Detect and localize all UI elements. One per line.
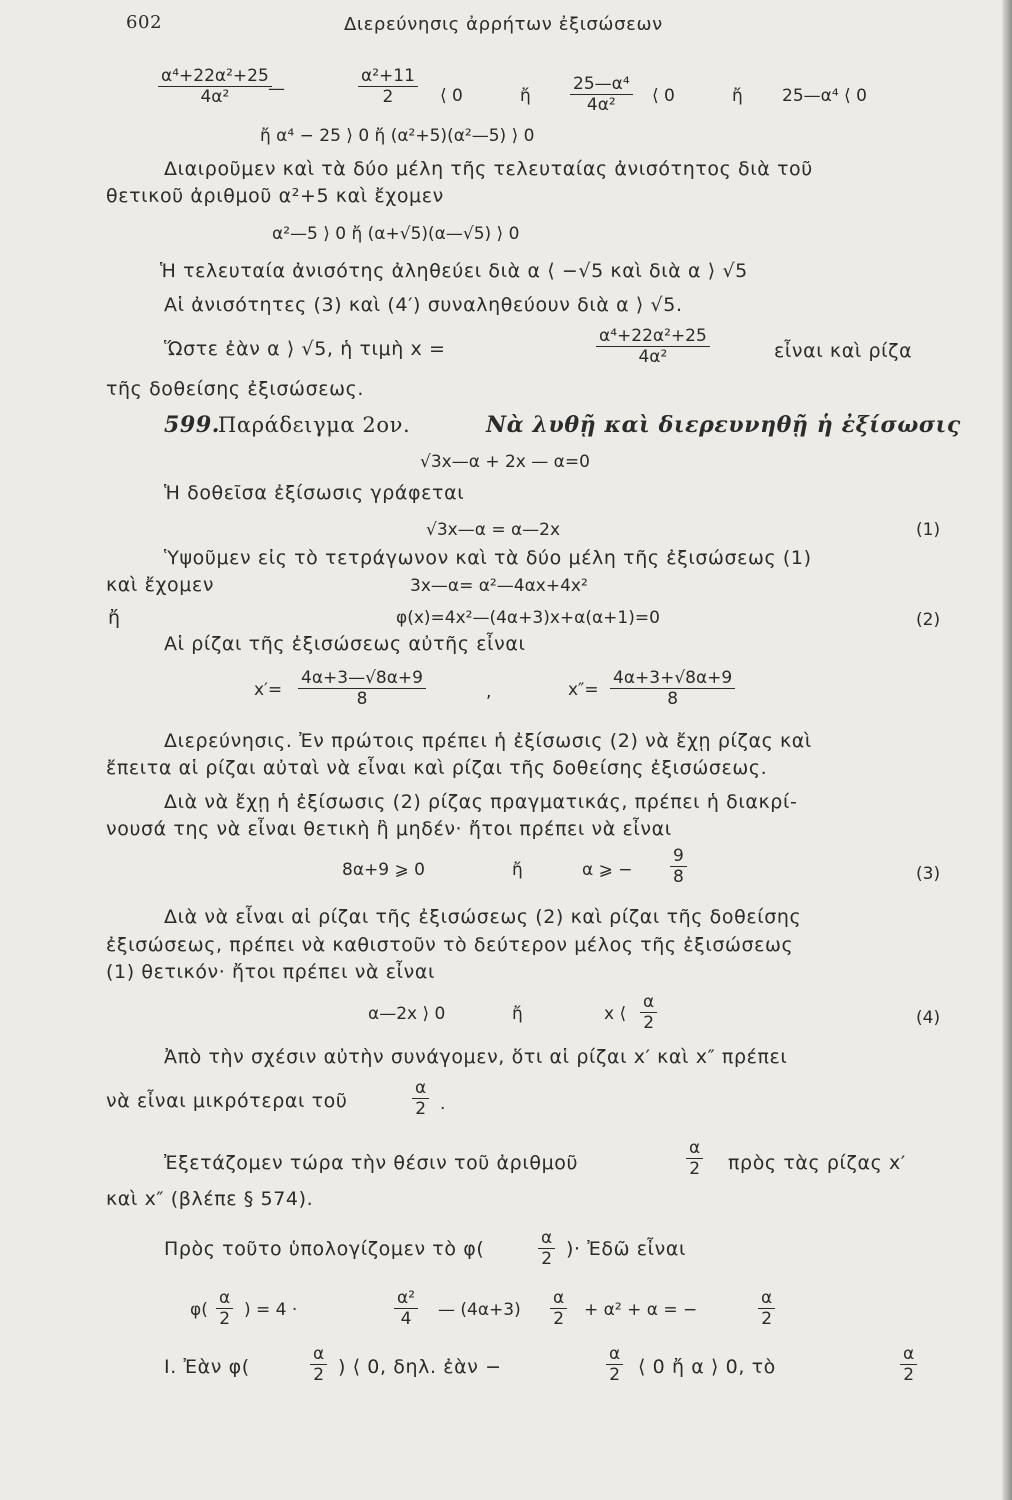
fraction: $\frac{4\alpha+3—√8\alpha+9}{8}$ [298,668,426,709]
fraction: $\frac{\text{25—α⁴}}{\text{4α²}}$ [570,74,633,115]
equation-line: α—2x ⟩ 0 [368,1004,446,1024]
fraction: $\frac{\alpha}{2}$ [310,1344,327,1385]
fraction: $\frac{\alpha}{2}$ [216,1288,233,1329]
conjunction: ἤ [512,1004,523,1024]
fraction: $\frac{4\alpha+3+√8\alpha+9}{8}$ [610,668,735,709]
text-line: ) ⟨ 0, δηλ. ἐὰν − [338,1356,502,1378]
text-line: καὶ x″ (βλέπε § 574). [106,1188,314,1210]
fraction: $\frac{\text{α²+11}}{2}$ [358,66,418,107]
equation-line: + α² + α = − [584,1300,698,1320]
fraction: $\frac{\alpha}{2}$ [900,1344,917,1385]
inequality: 25—α⁴ ⟨ 0 [782,86,867,106]
conjunction: ἤ [732,86,743,106]
fraction: $\frac{\text{α⁴+22α²+25}}{\text{4α²}}$ [158,66,272,107]
text-line: )· Ἐδῶ εἶναι [566,1238,687,1260]
section-title: Παράδειγμα 2ον. [218,413,411,437]
root-label: x″= [568,680,599,700]
text-line: Αἱ ρίζαι τῆς ἐξισώσεως αὐτῆς εἶναι [164,633,526,655]
text-line: Ἐξετάζομεν τώρα τὴν θέσιν τοῦ ἀριθμοῦ [164,1152,579,1174]
text-line: τῆς δοθείσης ἐξισώσεως. [106,378,364,400]
fraction: $\frac{9}{8}$ [670,846,687,887]
running-title: Διερεύνησις ἀρρήτων ἐξισώσεων [344,14,663,35]
equation-tag: (1) [916,520,941,540]
text-line: νὰ εἶναι μικρότεραι τοῦ [106,1090,348,1112]
fraction: $\frac{\alpha}{2}$ [640,992,657,1033]
fraction: $\frac{\alpha}{2}$ [538,1228,555,1269]
equation-line: — (4α+3) [438,1300,521,1320]
equation-line: φ(x)=4x²—(4α+3)x+α(α+1)=0 [396,608,660,628]
fraction: $\frac{\text{α²}}{4}$ [394,1288,418,1329]
equation-line: 3x—α= α²—4αx+4x² [410,576,588,596]
section-number: 599. [164,412,220,438]
equation-line: √3x—α = α—2x [426,520,561,540]
text-line: ἐξισώσεως, πρέπει νὰ καθιστοῦν τὸ δεύτερον μέλος τῆς ἐξισώσεως [106,934,794,956]
equation-tag: (3) [916,864,941,884]
fraction: $\frac{\text{α⁴+22α²+25}}{\text{4α²}}$ [596,326,710,367]
page-edge-shadow [1002,0,1012,1500]
text-line: Ὑψοῦμεν εἰς τὸ τετράγωνον καὶ τὰ δύο μέλη τῆς ἐξισώσεως (1) [164,547,812,569]
equation-line: α²—5 ⟩ 0 ἤ (α+√5)(α—√5) ⟩ 0 [272,224,520,244]
text-line: καὶ ἔχομεν [106,574,215,596]
equation-line: 8α+9 ⩾ 0 [342,860,425,880]
inequality: ⟨ 0 [440,86,463,106]
text-line: I. Ἐὰν φ( [164,1356,250,1378]
conjunction: ἤ [520,86,531,106]
text-line: Ὥστε ἐὰν α ⟩ √5, ἡ τιμὴ x = [164,338,446,360]
text-line: νουσά της νὰ εἶναι θετικὴ ἢ μηδέν· ἤτοι πρέπει νὰ εἶναι [106,818,672,840]
text-line: Διαιροῦμεν καὶ τὰ δύο μέλη τῆς τελευταίας ἀνισότητος διὰ τοῦ [164,158,813,180]
section-task: Νὰ λυθῇ καὶ διερευνηθῇ ἡ ἐξίσωσις [486,412,961,438]
text-line: Ἡ τελευταία ἀνισότης ἀληθεύει διὰ α ⟨ −√5 καὶ διὰ α ⟩ √5 [160,260,748,282]
equation-line: φ( [190,1300,208,1320]
text-line: Διερεύνησις. Ἐν πρώτοις πρέπει ἡ ἐξίσωσις (2) νὰ ἔχῃ ρίζας καὶ [164,730,812,752]
text-line: Διὰ νὰ ἔχῃ ἡ ἐξίσωσις (2) ρίζας πραγματικάς, πρέπει ἡ διακρί- [164,791,798,813]
text-line: ⟨ 0 ἤ α ⟩ 0, τὸ [638,1356,776,1378]
text-line: Αἱ ἀνισότητες (3) καὶ (4′) συναληθεύουν διὰ α ⟩ √5. [164,294,683,316]
text-line: εἶναι καὶ ρίζα [774,340,913,362]
fraction: $\frac{\alpha}{2}$ [758,1288,775,1329]
conjunction: ἤ [108,607,121,629]
fraction: $\frac{\alpha}{2}$ [686,1138,703,1179]
page-number: 602 [126,12,163,33]
root-label: x′= [254,680,283,700]
given-equation: √3x—α + 2x — α=0 [420,452,590,472]
comma: , [486,682,492,702]
fraction: $\frac{\alpha}{2}$ [550,1288,567,1329]
text-line: Πρὸς τοῦτο ὑπολογίζομεν τὸ φ( [164,1238,485,1260]
text-line: Ἡ δοθεῖσα ἐξίσωσις γράφεται [164,482,465,504]
minus-sign: — [268,79,285,99]
conjunction: ἤ [512,860,523,880]
equation-tag: (2) [916,610,941,630]
equation-line: x ⟨ [604,1004,627,1024]
text-line: Ἀπὸ τὴν σχέσιν αὐτὴν συνάγομεν, ὅτι αἱ ρίζαι x′ καὶ x″ πρέπει [164,1046,788,1068]
text-line: πρὸς τὰς ρίζας x′ [728,1152,906,1174]
equation-tag: (4) [916,1008,941,1028]
equation-line: ) = 4 · [244,1300,298,1320]
text-line: θετικοῦ ἀριθμοῦ α²+5 καὶ ἔχομεν [106,185,444,207]
period: . [440,1094,446,1114]
equation-line: ἤ α⁴ − 25 ⟩ 0 ἤ (α²+5)(α²—5) ⟩ 0 [260,126,535,146]
text-line: Διὰ νὰ εἶναι αἱ ρίζαι τῆς ἐξισώσεως (2) καὶ ρίζαι τῆς δοθείσης [164,906,802,928]
text-line: ἔπειτα αἱ ρίζαι αὐταὶ νὰ εἶναι καὶ ρίζαι τῆς δοθείσης ἐξισώσεως. [106,757,768,779]
fraction: $\frac{\alpha}{2}$ [606,1344,623,1385]
inequality: ⟨ 0 [652,86,675,106]
equation-line: α ⩾ − [582,860,633,880]
text-line: (1) θετικόν· ἤτοι πρέπει νὰ εἶναι [106,961,435,983]
fraction: $\frac{\alpha}{2}$ [412,1078,429,1119]
